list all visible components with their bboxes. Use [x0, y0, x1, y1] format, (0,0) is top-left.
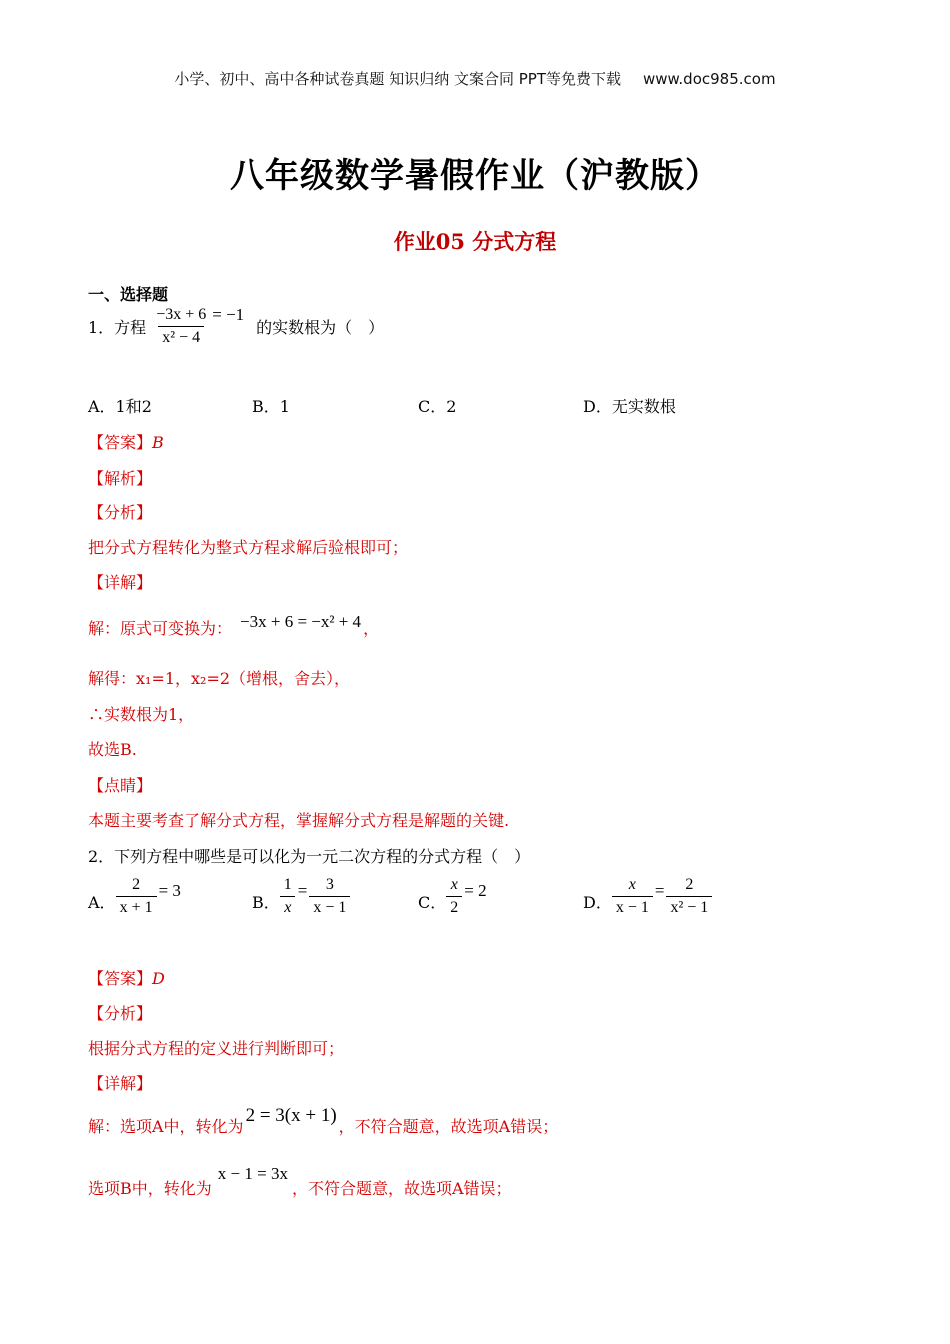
q1-denominator: x² − 4 [158, 326, 204, 347]
q2-fenxi-label: 【分析】 [88, 1004, 153, 1023]
section-heading: 一、选择题 [88, 285, 169, 304]
q1-answer [88, 430, 164, 453]
q2-d-lden: x − 1 [612, 896, 653, 917]
q1-step4: 故选B. [88, 740, 137, 759]
q2-option-b-label: B． [252, 893, 280, 912]
q1-option-a[interactable]: A．1和2 [88, 397, 152, 416]
q1-jiexi-label: 【解析】 [88, 469, 153, 488]
q2-a-num: 2 [132, 876, 141, 893]
q1-suffix: 的实数根为（ ） [256, 318, 385, 337]
question-2: 2．下列方程中哪些是可以化为一元二次方程的分式方程（ ） [88, 847, 531, 866]
q2-option-c-label: C． [418, 893, 447, 912]
q2-line-a-suffix: ，不符合题意，故选项A错误； [338, 1117, 559, 1136]
q2-option-a[interactable] [88, 876, 181, 917]
q1-step3: ∴实数根为1， [88, 705, 195, 724]
q1-step1-math: −3x + 6 = −x² + 4 [240, 611, 362, 631]
q2-option-d[interactable] [583, 876, 712, 917]
q1-dianjing-text: 本题主要考查了解分式方程，掌握解分式方程是解题的关键. [88, 811, 510, 830]
header-url[interactable]: www.doc985.com [642, 70, 776, 88]
q2-line-a [88, 1104, 559, 1136]
header-text: 小学、初中、高中各种试卷真题 知识归纳 文案合同 PPT等免费下载 [174, 70, 621, 88]
q2-option-a-label: A． [88, 893, 116, 912]
q1-answer-value: B [152, 433, 164, 452]
q2-line-b [88, 1162, 512, 1198]
q2-answer-label: 【答案】 [88, 969, 153, 988]
q1-option-b[interactable]: B．1 [252, 397, 290, 416]
q2-line-a-math: 2 = 3(x + 1) [245, 1104, 337, 1126]
q1-step1 [88, 611, 380, 639]
q2-d-lnum: x [628, 876, 636, 893]
q2-b-left-fraction [280, 876, 296, 917]
q1-step1-suffix: ， [363, 619, 380, 638]
q2-c-rhs: = 2 [464, 881, 487, 900]
q2-line-b-math: x − 1 = 3x [217, 1163, 288, 1183]
q2-b-rden: x − 1 [309, 896, 350, 917]
q2-option-c[interactable] [418, 876, 487, 917]
q2-c-den: 2 [446, 896, 462, 917]
q2-d-right-fraction [666, 876, 712, 917]
q2-b-lden: x [280, 896, 295, 917]
page-header [0, 68, 950, 89]
q2-option-d-label: D． [583, 893, 612, 912]
q1-fenxi-text: 把分式方程转化为整式方程求解后验根即可； [88, 538, 409, 557]
q2-line-a-prefix: 解：选项A中，转化为 [88, 1117, 244, 1136]
q2-answer-value: D [152, 969, 165, 988]
q1-rhs: = −1 [212, 304, 245, 324]
q1-fenxi-label: 【分析】 [88, 503, 153, 522]
q1-step1-prefix: 解：原式可变换为： [88, 619, 233, 638]
q2-option-c-fraction [446, 876, 462, 917]
question-1 [88, 306, 384, 347]
q2-b-rnum: 3 [325, 876, 334, 893]
q1-option-c[interactable]: C．2 [418, 397, 457, 416]
q1-option-d[interactable]: D．无实数根 [583, 397, 676, 416]
page-subtitle: 作业05 分式方程 [393, 229, 557, 254]
q2-a-rhs: = 3 [158, 881, 181, 900]
q1-xiangjie-label: 【详解】 [88, 573, 153, 592]
q2-d-rden: x² − 1 [666, 896, 712, 917]
q1-dianjing-label: 【点睛】 [88, 776, 153, 795]
q2-a-den: x + 1 [116, 896, 157, 917]
q2-option-b[interactable] [252, 876, 350, 917]
q2-fenxi-text: 根据分式方程的定义进行判断即可； [88, 1039, 345, 1058]
q1-step2: 解得：x₁=1，x₂=2（增根，舍去）， [88, 669, 351, 688]
q2-b-lnum: 1 [283, 876, 292, 893]
q2-b-right-fraction [309, 876, 350, 917]
q1-numerator: −3x + 6 [156, 306, 207, 323]
q1-prefix: 1．方程 [88, 318, 147, 337]
q2-line-b-suffix: ，不符合题意，故选项A错误； [291, 1179, 512, 1198]
q1-answer-label: 【答案】 [88, 433, 153, 452]
q2-line-b-prefix: 选项B中，转化为 [88, 1179, 212, 1198]
q2-c-num: x [450, 876, 458, 893]
q2-d-rnum: 2 [685, 876, 694, 893]
q2-xiangjie-label: 【详解】 [88, 1074, 153, 1093]
q2-d-eq: = [654, 881, 665, 900]
q1-fraction [152, 306, 210, 347]
page-title: 八年级数学暑假作业（沪教版） [230, 156, 720, 196]
q2-b-eq: = [297, 881, 308, 900]
q2-answer [88, 966, 165, 989]
q2-d-left-fraction [612, 876, 653, 917]
q2-option-a-fraction [116, 876, 157, 917]
